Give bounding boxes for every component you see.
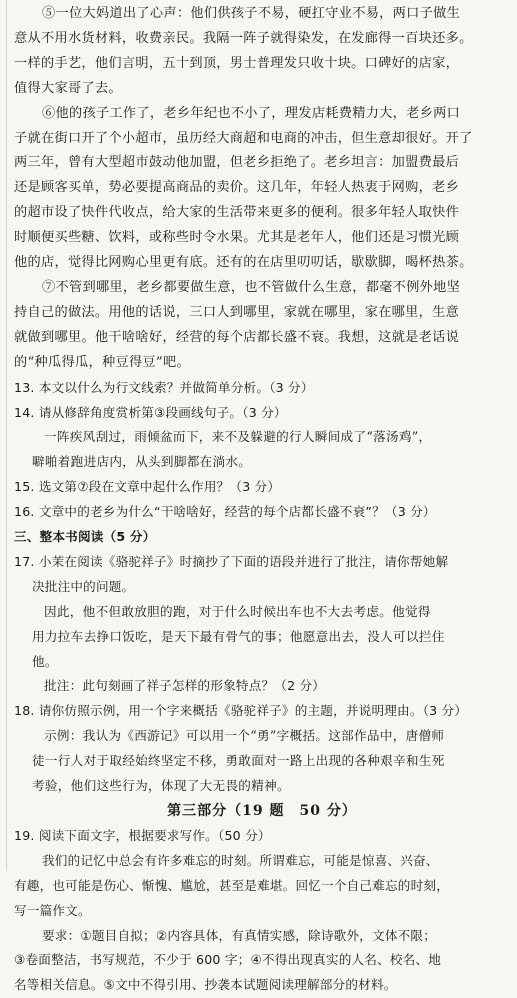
text-line: 就做到哪里。他干啥啥好，经营的每个店都长盛不衰。我想，这就是老话说: [14, 329, 460, 345]
text-line: 第三部分（19 题 50 分）: [167, 803, 357, 819]
text-line: 13. 本文以什么为行文线索？并做简单分析。（3 分）: [14, 379, 314, 395]
text-line: 子就在街口开了个小超市，虽历经大商超和电商的冲击，但生意却很好。开了: [14, 130, 473, 146]
text-line: 16. 文章中的老乡为什么“干啥啥好，经营的每个店都长盛不衰”？（3 分）: [14, 504, 436, 520]
text-line: 有趣，也可能是伤心、惭愧、尴尬，甚至是难堪。回忆一个自己难忘的时刻，: [14, 877, 449, 893]
text-line: 持自己的做法。用他的话说，三口人到哪里，家就在哪里，家在哪里，生意: [14, 304, 460, 320]
text-line: 徒一行人对于取经始终坚定不移，勇敢面对一路上出现的各种艰辛和生死: [32, 753, 445, 769]
text-line: 15. 选文第⑦段在文章中起什么作用？（3 分）: [14, 479, 281, 495]
text-line: 19. 阅读下面文字，根据要求写作。（50 分）: [14, 827, 271, 843]
text-line: 值得大家哥了去。: [14, 80, 122, 96]
text-line: 的超市设了快件代收点，给大家的生活带来更多的便利。很多年轻人取快件: [14, 205, 460, 221]
text-line: 决批注中的问题。: [32, 578, 135, 594]
text-line: 要求：①题目自拟；②内容具体，有真情实感，除诗歌外，文体不限；: [42, 927, 436, 943]
text-line: 示例：我认为《西游记》可以用一个“勇”字概括。这部作品中，唐僧师: [44, 728, 445, 744]
exam-page: [14, 2, 510, 998]
text-line: 意从不用水货材料，收费亲民。我隔一阵子就得染发，在发廊得一百块还多。: [14, 30, 473, 46]
text-line: 还是顾客买单，势必要提高商品的卖价。这几年，年轻人热衷于网购，老乡: [14, 180, 460, 196]
text-line: 一样的手艺，他们言明，五十到顶，男士普理发只收十块。口碑好的店家，: [14, 55, 460, 71]
text-line: 的“种瓜得瓜，种豆得豆”吧。: [14, 354, 190, 370]
text-line: 他。: [32, 653, 58, 669]
text-line: 18. 请你仿照示例，用一个字来概括《骆驼祥子》的主题，并说明理由。（3 分）: [14, 703, 468, 719]
text-line: ⑥他的孩子工作了，老乡年纪也不小了，理发店耗费精力大，老乡两口: [42, 105, 461, 121]
text-line: ⑤一位大妈道出了心声：他们供孩子不易，硬扛守业不易，两口子做生: [42, 6, 461, 21]
text-line: ③卷面整洁，书写规范，不少于 600 字；④不得出现真实的人名、校名、地: [14, 952, 442, 968]
text-line: 17. 小茉在阅读《骆驼祥子》时摘抄了下面的语段并进行了批注，请你帮她解: [14, 553, 449, 569]
text-line: 他的店，觉得比网购心里更有底。还有的在店里叨叨话，歇歇脚，喝杯热茶。: [14, 255, 473, 271]
text-line: 我们的记忆中总会有许多难忘的时刻。所谓难忘，可能是惊喜、兴奋、: [42, 852, 439, 868]
text-line: 因此，他不但敢放胆的跑，对于什么时候出车也不大去考虑。他觉得: [44, 603, 431, 619]
text-line: 时顺便买些糖、饮料，或称些时令水果。尤其是老年人，他们还是习惯光顾: [14, 230, 460, 246]
text-line: 14. 请从修辞角度赏析第③段画线句子。（3 分）: [14, 404, 287, 420]
text-line: 噼啪着跑进店内，从头到脚都在淌水。: [32, 454, 252, 470]
text-line: 用力拉车去挣口饭吃，是天下最有骨气的事；他愿意出去，没人可以拦住: [32, 628, 445, 644]
text-line: 两三年，曾有大型超市鼓动他加盟，但老乡拒绝了。老乡坦言：加盟费最后: [14, 155, 460, 171]
text-line: 考验，他们这些行为，体现了大无畏的精神。: [32, 778, 290, 794]
margin-rule: [6, 0, 7, 871]
text-line: 一阵疾风刮过，雨倾盆而下，来不及躲避的行人瞬间成了“落汤鸡”，: [44, 429, 432, 445]
text-line: 批注：此句刻画了祥子怎样的形象特点？（2 分）: [44, 678, 326, 694]
text-line: 写一篇作文。: [14, 902, 91, 918]
text-line: 名等相关信息。⑤文中不得引用、抄袭本试题阅读理解部分的材料。: [14, 977, 397, 993]
text-line: 三、整本书阅读（5 分）: [14, 529, 156, 545]
text-line: ⑦不管到哪里，老乡都要做生意，也不管做什么生意，都毫不例外地坚: [42, 279, 461, 295]
